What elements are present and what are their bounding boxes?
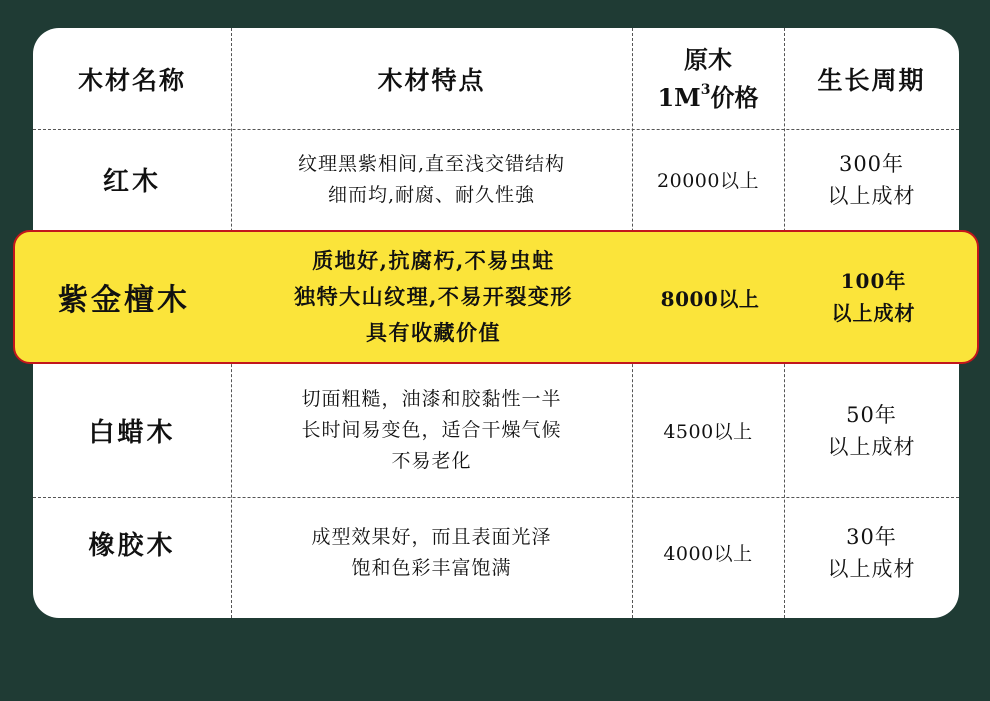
wood-cycle: 100年 以上成材 (831, 269, 916, 325)
wood-cycle: 50年 以上成材 (827, 402, 916, 459)
wood-name: 橡胶木 (88, 531, 176, 561)
table-row (33, 497, 959, 618)
header-features: 木材特点 (377, 65, 486, 95)
wood-features: 成型效果好，而且表面光泽 饱和色彩丰富饱满 (311, 525, 552, 579)
table-row (33, 129, 959, 230)
wood-price: 8000以上 (660, 286, 760, 311)
header-price-line1: 原木 (683, 44, 732, 74)
wood-cycle: 300年 以上成材 (827, 151, 916, 208)
wood-price: 4500以上 (663, 421, 753, 443)
header-name: 木材名称 (77, 65, 186, 95)
wood-features: 切面粗糙，油漆和胶黏性一半 长时间易变色，适合干燥气候 不易老化 (301, 388, 562, 472)
wood-features: 质地好,抗腐朽,不易虫蛀 独特大山纹理,不易开裂变形 具有收藏价值 (294, 248, 573, 345)
highlighted-row (13, 230, 979, 364)
header-price-line2: $1M^3$价格 (657, 81, 759, 112)
wood-price: 20000以上 (657, 170, 759, 192)
table-header-row (33, 28, 959, 129)
table-row (33, 364, 959, 497)
wood-name: 红木 (102, 167, 161, 197)
wood-price: 4000以上 (663, 543, 753, 565)
wood-name: 白蜡木 (88, 418, 176, 448)
header-price (632, 28, 784, 129)
wood-cycle: 30年 以上成材 (827, 524, 916, 581)
wood-name: 紫金檀木 (58, 283, 190, 318)
wood-features: 纹理黑紫相间,直至浅交错结构 细而均,耐腐、耐久性強 (297, 152, 566, 206)
header-cycle: 生长周期 (817, 65, 926, 95)
